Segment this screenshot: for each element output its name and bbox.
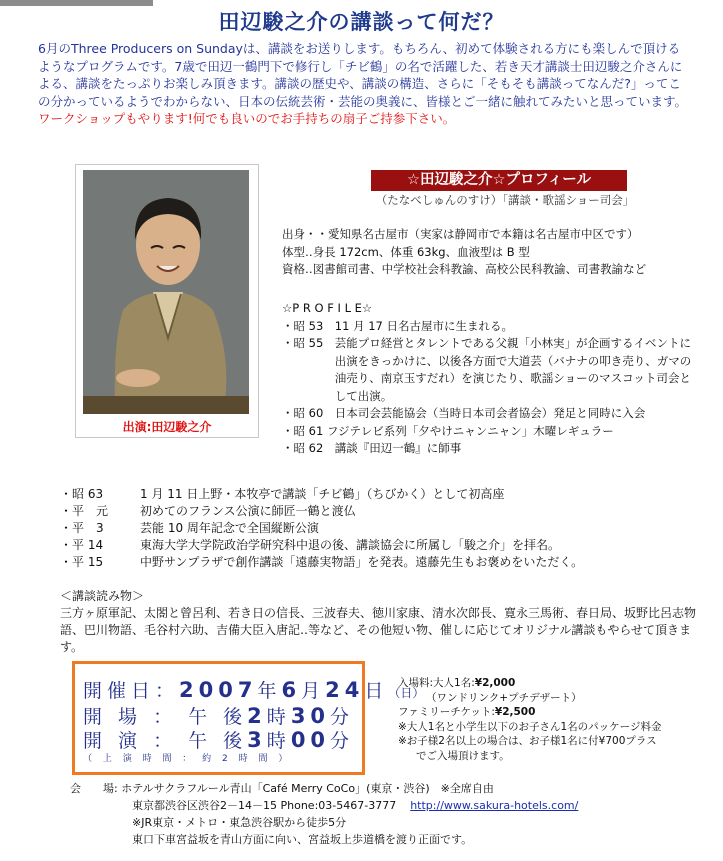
open-hour: 2 <box>247 704 267 728</box>
venue-line <box>70 780 720 797</box>
history-era: ・昭 60 <box>282 406 335 420</box>
open-minute: 30 <box>290 704 331 728</box>
history-event: 1 月 11 日上野・本牧亭で講談「チビ鶴」（ちびかく）として初高座 <box>140 487 505 501</box>
fact-row <box>282 226 692 244</box>
admission-note: （ワンドリンク+プチデザート） <box>426 691 582 704</box>
venue-access: ※JR東京・メトロ・東急渋谷駅から徒歩5分 <box>132 816 347 829</box>
history-event: 11 月 17 日名古屋市に生まれる。 <box>334 318 514 333</box>
history-event: フジテレビ系列「夕やけニャンニャン」木曜レギュラー <box>326 423 614 438</box>
profile-history-continued <box>60 486 700 571</box>
history-row <box>60 520 700 537</box>
venue-address-line <box>70 797 720 814</box>
history-row <box>60 554 700 571</box>
history-row <box>282 405 702 423</box>
profile-heading: ☆田辺駿之介☆プロフィール <box>371 170 627 191</box>
fact-row <box>282 261 692 279</box>
repertoire-section <box>60 588 700 656</box>
fact-value: 愛知県名古屋市（実家は静岡市で本籍は名古屋市中区です） <box>328 227 639 241</box>
admission-type: 大人1名: <box>433 677 475 689</box>
family-note: ※お子様2名以上の場合は、お子様1名に付¥700プラス <box>398 735 657 747</box>
venue-directions: 東口下車宮益坂を青山方面に向い、宮益坂上歩道橋を渡り正面です。 <box>132 833 473 846</box>
repertoire-text: 三方ヶ原軍記、太閤と曾呂利、若き日の信長、三波春夫、徳川家康、清水次郎長、寛永三馬術、春日局、坂野比呂志物語、巴川物語、毛谷村六助、吉備大臣入唐記‥等など、その他短い物、催しに応じてオリジナル講談もやらせて頂きます。 <box>60 606 697 654</box>
fact-value: 図書館司書、中学校社会科教諭、高校公民科教諭、司書教諭など <box>312 262 647 276</box>
open-label: 開 場 ： 午 後 <box>83 706 248 728</box>
fact-key: 資格‥ <box>282 262 313 276</box>
admission-line <box>398 676 718 691</box>
profile-facts <box>282 226 692 279</box>
history-row <box>60 537 700 554</box>
history-event: 中野サンプラザで創作講談「遠藤実物語」を発表。遠藤先生もお褒めをいただく。 <box>140 555 584 569</box>
history-row <box>282 423 702 441</box>
profile-label: ☆P R O F I L E☆ <box>282 301 373 315</box>
date-label: 開催日： <box>83 680 180 702</box>
start-hour: 3 <box>247 728 267 752</box>
event-year: 2007 <box>179 678 258 702</box>
profile-history <box>282 300 702 458</box>
family-note: ※大人1名と小学生以下のお子さん1名のパッケージ料金 <box>398 720 662 733</box>
fees-section <box>398 676 718 763</box>
admission-label: 入場料: <box>398 677 434 689</box>
hour-unit: 時 <box>266 706 291 728</box>
history-event: 講談『田辺一鶴』に師事 <box>334 441 462 455</box>
fact-key: 体型‥ <box>282 244 313 259</box>
profile-reading: （たなべしゅんのすけ）「講談・歌謡ショー司会」 <box>375 193 635 207</box>
year-unit: 年 <box>257 680 282 702</box>
history-era: ・平 14 <box>60 538 116 552</box>
history-event: 芸能 10 周年記念で全国縦断公演 <box>140 521 319 535</box>
repertoire-heading: ＜講談読み物＞ <box>60 589 145 603</box>
family-price: ¥2,500 <box>494 706 536 718</box>
history-row <box>282 335 702 405</box>
event-day: 24 <box>325 678 365 702</box>
history-row <box>282 318 702 336</box>
history-era: ・昭 53 <box>282 318 335 333</box>
workshop-highlight: ワークショップもやります!何でも良いのでお手持ちの扇子ご持参下さい。 <box>38 111 456 126</box>
event-month: 6 <box>281 678 302 702</box>
history-row <box>282 440 702 458</box>
admission-price: ¥2,000 <box>474 677 516 689</box>
intro-text: 6月のThree Producers on Sundayは、講談をお送りします。もちろん、初めて体験される方にも楽しんで頂けるようなプログラムです。7歳で田辺一鶴門下で修行し「チビ鶴」の名で活躍した、若き天才講談士田辺駿之介さんによる、講談をたっぷりお楽しみ頂きます。講談の歴史や、講談の構造、さらに「そもそも講談ってなんだ?」ってこの分かっているようでわからない、日本の伝統芸術・芸能の奥義に、皆様とご一緒に触れてみたいと思っています。 <box>38 41 688 109</box>
performer-figure <box>83 170 249 414</box>
start-minute: 00 <box>290 728 331 752</box>
fact-row <box>282 244 692 262</box>
page-title: 田辺駿之介の講談って何だ？ <box>218 10 505 34</box>
minute-unit: 分 <box>330 730 355 752</box>
history-era: ・昭 55 <box>282 336 335 350</box>
photo-caption: 出演:田辺駿之介 <box>122 420 212 434</box>
history-row <box>60 486 700 503</box>
month-unit: 月 <box>301 680 326 702</box>
venue-name: ホテルサクラフルール青山「Café Merry CoCo」(東京・渋谷) ※全席自由 <box>121 782 494 795</box>
venue-section <box>70 780 720 848</box>
minute-unit: 分 <box>330 706 355 728</box>
performer-photo <box>83 170 249 414</box>
history-era: ・平 元 <box>60 504 121 518</box>
history-event: 初めてのフランス公演に師匠一鶴と渡仏 <box>140 504 356 518</box>
family-note: でご入場頂けます。 <box>416 749 510 762</box>
history-event: 東海大学大学院政治学研究科中退の後、講談協会に所属し「駿之介」を拝名。 <box>140 538 561 552</box>
history-era: ・昭 63 <box>60 487 116 501</box>
fact-key: 出身・・ <box>282 227 328 241</box>
event-weekday: （日） <box>388 686 425 700</box>
history-event: 芸能プロ経営とタレントである父親「小林実」が企画するイベントに出演をきっかけに、以後各方面で大道芸（バナナの叩き売り、ガマの油売り、南京玉すだれ）を演じたり、歌謡ショーのマスコット司会として出演。 <box>334 336 692 403</box>
intro-paragraph <box>38 40 688 128</box>
show-start-line <box>83 726 354 753</box>
venue-website-link[interactable]: http://www.sakura-hotels.com/ <box>410 799 579 812</box>
doors-open-line <box>83 702 354 729</box>
history-era: ・昭 61 <box>282 423 327 438</box>
history-era: ・平 3 <box>60 521 116 535</box>
history-event: 日本司会芸能協会（当時日本司会者協会）発足と同時に入会 <box>334 406 646 420</box>
date-line <box>83 676 424 703</box>
venue-address: 東京都渋谷区渋谷2－14－15 Phone:03-5467-3777 <box>132 799 397 812</box>
family-label: ファミリーチケット: <box>398 706 495 718</box>
running-time: （ 上 演 時 間 ： 約 2 時 間 ） <box>83 754 292 764</box>
history-era: ・昭 62 <box>282 441 335 455</box>
venue-label: 会 場: <box>70 782 118 795</box>
history-era: ・平 15 <box>60 555 116 569</box>
family-line <box>398 705 718 720</box>
start-label: 開 演 ： 午 後 <box>83 730 248 752</box>
fact-value: 身長 172cm、体重 63kg、血液型は B 型 <box>312 244 530 259</box>
hour-unit: 時 <box>266 730 291 752</box>
day-unit: 日 <box>364 680 389 702</box>
history-row <box>60 503 700 520</box>
